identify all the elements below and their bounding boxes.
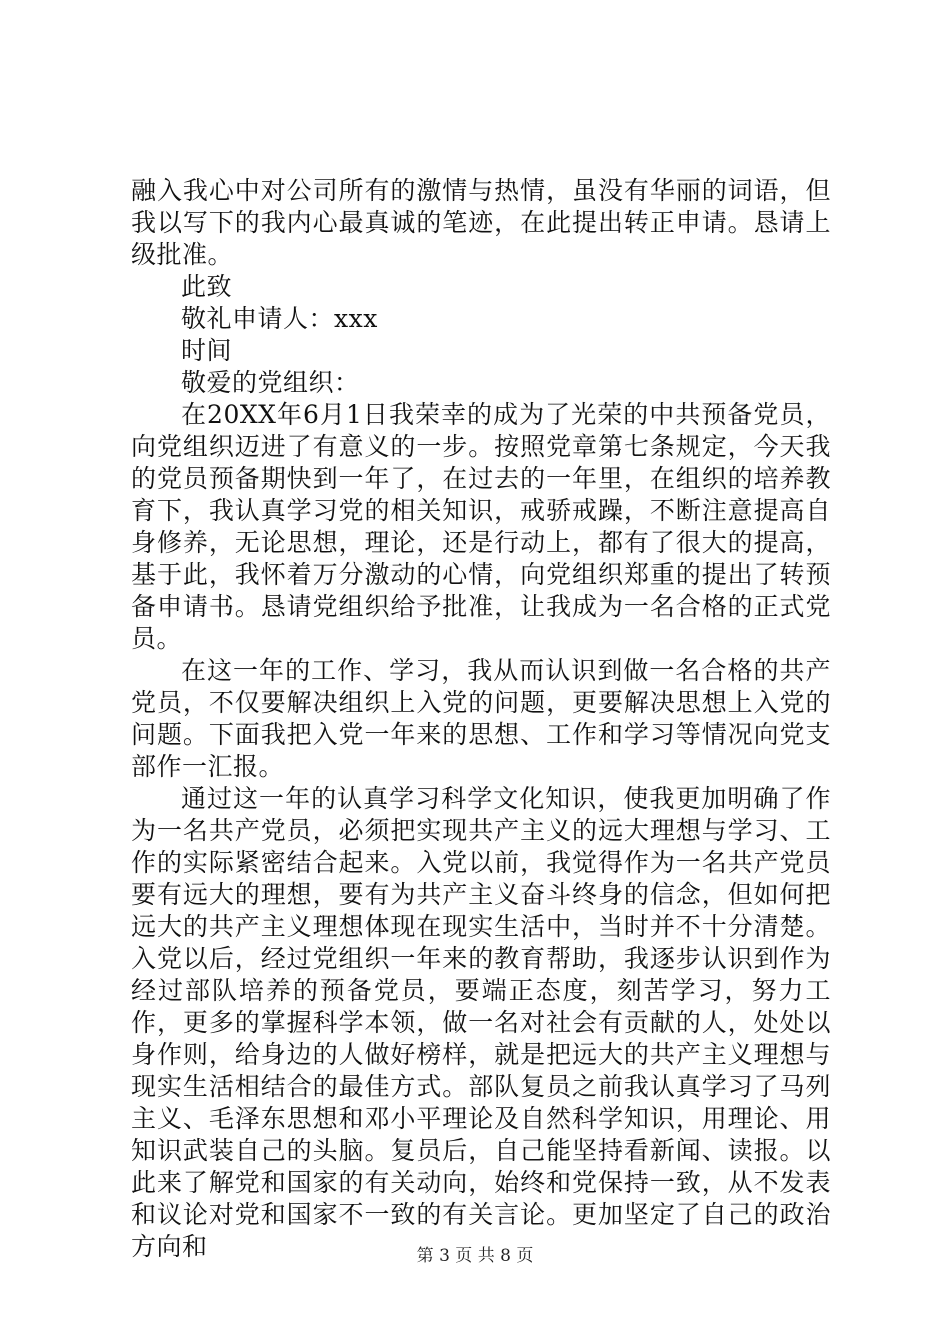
date-line: 时间 xyxy=(181,336,233,365)
paragraph-intro: 在20XX年6月1日我荣幸的成为了光荣的中共预备党员，向党组织迈进了有意义的一步。按照党章第七条规定，今天我的党员预备期快到一年了，在过去的一年里，在组织的培养教育下，我认真学习党的相关知识，戒骄戒躁，不断注意提高自身修养，无论思想，理论，还是行动上，都有了很大的提高，基于此，我怀着万分激动的心情，向党组织郑重的提出了转预备申请书。恳请党组织给予批准，让我成为一名合格的正式党员。 xyxy=(131,400,831,653)
page-number-footer: 第 3 页 共 8 页 xyxy=(416,1246,534,1266)
salutation-cizhi: 此致 xyxy=(181,272,233,301)
paragraph-summary: 在这一年的工作、学习，我从而认识到做一名合格的共产党员，不仅要解决组织上入党的问题，更要解决思想上入党的问题。下面我把入党一年来的思想、工作和学习等情况向党支部作一汇报。 xyxy=(131,656,831,781)
greeting-line: 敬爱的党组织： xyxy=(181,368,360,397)
document-body xyxy=(131,175,831,1263)
paragraph-closing: 融入我心中对公司所有的激情与热情，虽没有华丽的词语，但我以写下的我内心最真诚的笔迹，在此提出转正申请。恳请上级批准。 xyxy=(131,176,831,269)
paragraph-study: 通过这一年的认真学习科学文化知识，使我更加明确了作为一名共产党员，必须把实现共产主义的远大理想与学习、工作的实际紧密结合起来。入党以前，我觉得作为一名共产党员要有远大的理想，要有为共产主义奋斗终身的信念，但如何把远大的共产主义理想体现在现实生活中，当时并不十分清楚。入党以后，经过党组织一年来的教育帮助，我逐步认识到作为经过部队培养的预备党员，要端正态度，刻苦学习，努力工作，更多的掌握科学本领，做一名对社会有贡献的人，处处以身作则，给身边的人做好榜样，就是把远大的共产主义理想与现实生活相结合的最佳方式。部队复员之前我认真学习了马列主义、毛泽东思想和邓小平理论及自然科学知识，用理论、用知识武装自己的头脑。复员后，自己能坚持看新闻、读报。以此来了解党和国家的有关动向，始终和党保持一致，从不发表和议论对党和国家不一致的有关言论。更加坚定了自己的政治方向和 xyxy=(131,784,831,1261)
applicant-line: 敬礼申请人：xxx xyxy=(181,304,378,333)
